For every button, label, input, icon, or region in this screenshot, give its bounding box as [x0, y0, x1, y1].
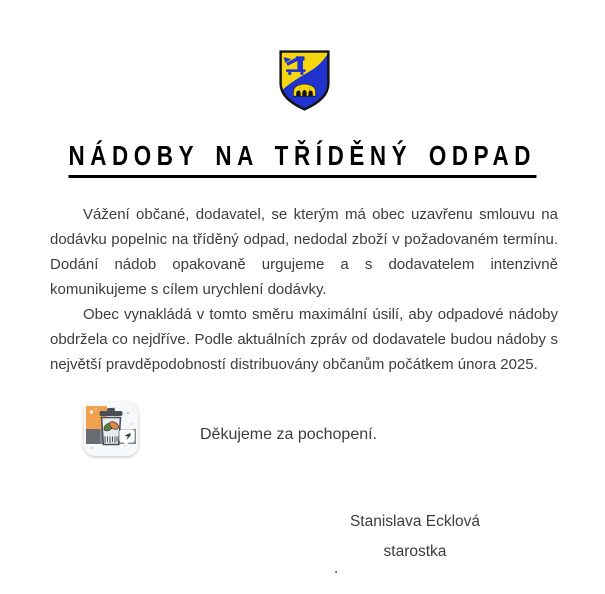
page-title: [0, 140, 605, 178]
waste-bin-image: [84, 402, 138, 456]
signature-block: [330, 507, 500, 567]
signature-name: Stanislava Ecklová: [349, 513, 481, 530]
waste-bin-icon: [84, 402, 138, 456]
page-title-text: NÁDOBY NA TŘÍDĚNÝ ODPAD: [69, 140, 537, 178]
coat-of-arms-image: [276, 48, 333, 113]
coat-of-arms-icon: [276, 48, 333, 113]
stray-mark: .: [334, 560, 339, 577]
signature-role: starostka: [383, 543, 447, 560]
body-paragraph: Obec vynakládá v tomto směru maximální úsilí, aby odpadové nádoby obdržela co nejdříve. Podle aktuálních zpráv od dodavatele budou nádoby s největší pravděpodobností distribuovány občanům počátkem února 2025.: [50, 306, 558, 373]
letter-body: [50, 202, 558, 377]
thanks-text: Děkujeme za pochopení.: [200, 426, 377, 443]
body-paragraph: Vážení občané, dodavatel, se kterým má obec uzavřenu smlouvu na dodávku popelnic na tříděný odpad, nedodal zboží v požadovaném termínu. Dodání nádob opakovaně urgujeme a s dodavatelem intenzivně komunikujeme s cílem urychlení dodávky.: [50, 206, 558, 298]
